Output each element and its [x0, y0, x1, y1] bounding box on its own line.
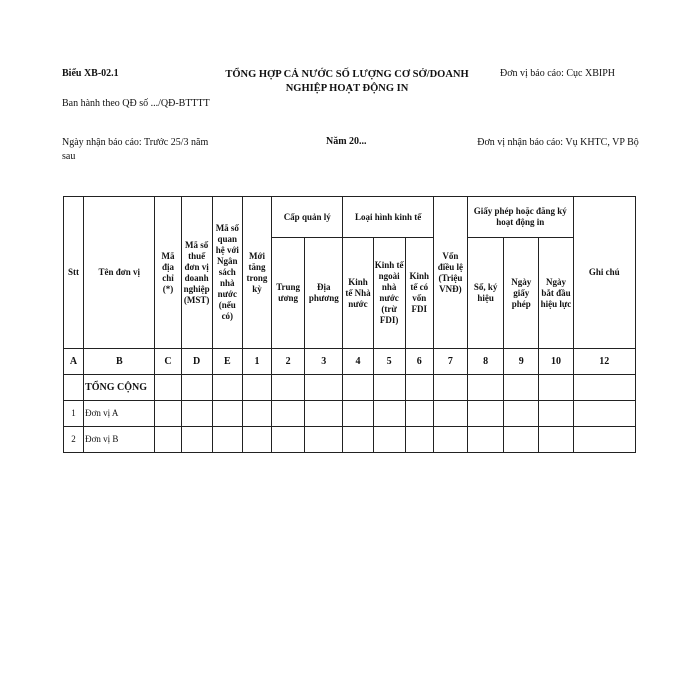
index-cell: 8 [468, 349, 504, 375]
row-stt: 1 [64, 401, 84, 427]
col-group-mgmt-level: Cấp quản lý [272, 197, 343, 238]
receive-date: Ngày nhận báo cáo: Trước 25/3 năm sau [62, 137, 209, 162]
col-group-econ-type: Loại hình kinh tế [343, 197, 433, 238]
index-cell: E [212, 349, 242, 375]
row-unit-name: Đơn vị A [84, 401, 155, 427]
index-cell: 7 [433, 349, 467, 375]
total-row [64, 375, 636, 401]
col-license-date: Ngày giấy phép [504, 238, 539, 349]
col-tax-code: Mã số thuế đơn vị doanh nghiệp (MST) [181, 197, 212, 349]
report-table [63, 196, 636, 453]
header-row-1 [64, 197, 636, 238]
col-budget-code: Mã số quan hệ với Ngân sách nhà nước (nếu có) [212, 197, 242, 349]
report-year: Năm 20... [326, 136, 367, 147]
issued-by: Ban hành theo QĐ số .../QĐ-BTTTT [62, 98, 210, 109]
index-cell: 10 [539, 349, 573, 375]
col-mgmt-local: Địa phương [305, 238, 343, 349]
col-econ-fdi: Kinh tế có vốn FDI [405, 238, 433, 349]
col-mgmt-central: Trung ương [272, 238, 305, 349]
index-cell: 4 [343, 349, 373, 375]
receiving-unit: Đơn vị nhận báo cáo: Vụ KHTC, VP Bộ [477, 137, 639, 148]
row-stt: 2 [64, 427, 84, 453]
index-cell: 5 [373, 349, 405, 375]
col-unit-name: Tên đơn vị [84, 197, 155, 349]
col-license-effective: Ngày bắt đầu hiệu lực [539, 238, 573, 349]
index-cell: B [84, 349, 155, 375]
index-cell: C [155, 349, 181, 375]
index-cell: 9 [504, 349, 539, 375]
col-notes: Ghi chú [573, 197, 635, 349]
report-title: TỔNG HỢP CẢ NƯỚC SỐ LƯỢNG CƠ SỞ/DOANH NGHIỆP HOẠT ĐỘNG IN [225, 69, 469, 94]
index-cell: A [64, 349, 84, 375]
col-address-code: Mã địa chỉ (*) [155, 197, 181, 349]
index-cell: 6 [405, 349, 433, 375]
total-label: TỔNG CỘNG [84, 375, 155, 401]
col-charter-capital: Vốn điều lệ (Triệu VNĐ) [433, 197, 467, 349]
table-row [64, 401, 636, 427]
index-cell: 12 [573, 349, 635, 375]
index-cell: 3 [305, 349, 343, 375]
col-stt: Stt [64, 197, 84, 349]
index-cell: 1 [242, 349, 271, 375]
column-index-row [64, 349, 636, 375]
row-unit-name: Đơn vị B [84, 427, 155, 453]
index-cell: D [181, 349, 212, 375]
col-econ-state: Kinh tế Nhà nước [343, 238, 373, 349]
col-econ-nonstate: Kinh tế ngoài nhà nước (trừ FDI) [373, 238, 405, 349]
index-cell: 2 [272, 349, 305, 375]
col-new-in-period: Mới tăng trong kỳ [242, 197, 271, 349]
col-license-number: Số, ký hiệu [468, 238, 504, 349]
form-code: Biểu XB-02.1 [62, 68, 119, 79]
table-row [64, 427, 636, 453]
reporting-unit: Đơn vị báo cáo: Cục XBIPH [500, 68, 615, 79]
col-group-license: Giấy phép hoặc đăng ký hoạt động in [468, 197, 574, 238]
